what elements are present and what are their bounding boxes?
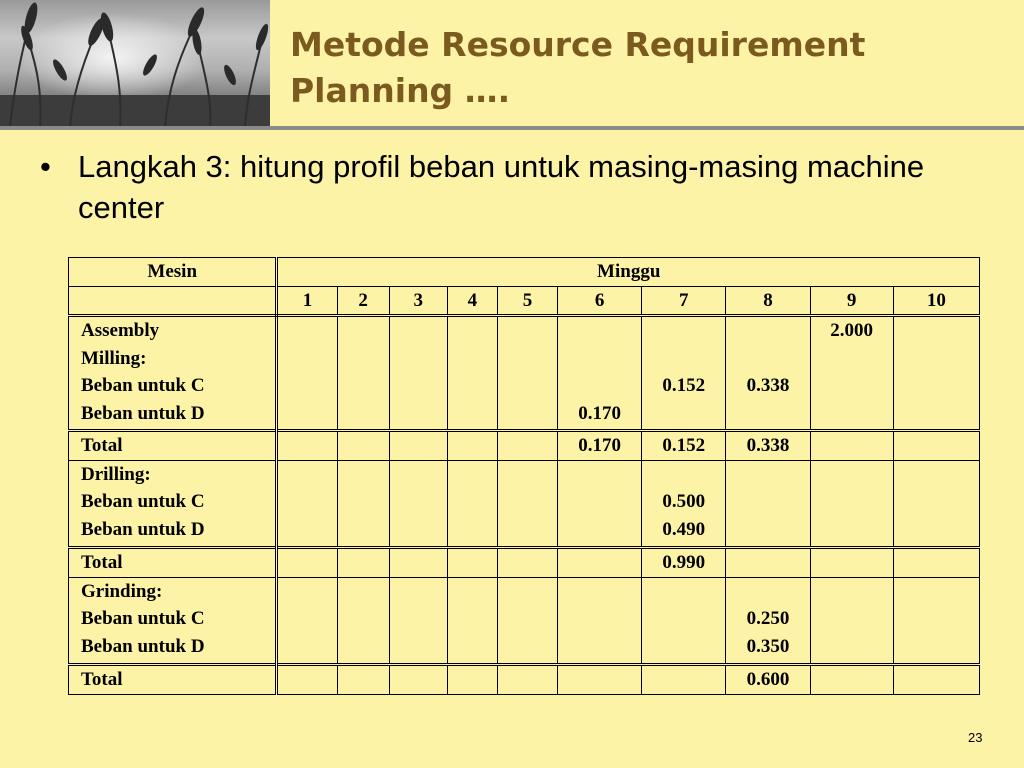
load-cell-week-5: [497, 577, 557, 664]
total-label: Total: [69, 664, 277, 694]
total-cell-week-8: 0.338: [726, 430, 810, 460]
load-cell-week-7: [642, 460, 726, 547]
load-cell-week-3: [389, 460, 447, 547]
load-cell-week-4: [447, 316, 497, 431]
total-cell-week-3: [389, 547, 447, 577]
page-number: 23: [968, 730, 983, 745]
bullet-dot-icon: •: [40, 149, 51, 184]
total-cell-week-7: 0.152: [642, 430, 726, 460]
total-cell-week-3: [389, 430, 447, 460]
row-label: Beban untuk C: [81, 608, 205, 630]
load-value: [811, 400, 893, 428]
load-value: [726, 345, 809, 373]
load-value: [811, 372, 893, 400]
load-value: 0.350: [746, 635, 790, 657]
week-header-5: 5: [497, 287, 557, 316]
load-value: [726, 578, 809, 606]
load-value: [642, 317, 725, 345]
load-cell-week-6: [558, 316, 642, 431]
total-label: Total: [69, 547, 277, 577]
load-cell-week-8: [726, 460, 810, 547]
row-label: Beban untuk D: [81, 635, 205, 657]
load-cell-week-3: [389, 316, 447, 431]
week-header-7: 7: [642, 287, 726, 316]
week-header-8: 8: [726, 287, 810, 316]
total-cell-week-6: 0.170: [558, 430, 642, 460]
load-value: 0.490: [662, 518, 706, 540]
load-cell-week-9: [810, 577, 893, 664]
total-cell-week-8: 0.600: [726, 664, 810, 694]
load-cell-week-6: [558, 460, 642, 547]
mesin-header: Mesin: [69, 258, 277, 287]
week-header-10: 10: [893, 287, 979, 316]
load-cell-week-2: [337, 316, 389, 431]
total-row: [69, 664, 980, 694]
load-cell-week-9: [810, 316, 893, 431]
load-value: 0.338: [746, 375, 790, 397]
load-value: [642, 461, 725, 489]
row-label: Assembly: [81, 320, 160, 342]
row-label: Grinding:: [81, 580, 163, 602]
total-cell-week-5: [497, 547, 557, 577]
total-cell-week-1: [277, 664, 337, 694]
wheat-field-photo: [0, 0, 270, 127]
load-value: [726, 400, 809, 428]
load-cell-week-10: [893, 460, 979, 547]
row-label: Drilling:: [81, 463, 151, 485]
total-cell-week-6: [558, 547, 642, 577]
load-cell-week-1: [277, 316, 337, 431]
load-value: [726, 317, 809, 345]
load-cell-week-8: [726, 316, 810, 431]
total-cell-week-5: [497, 664, 557, 694]
load-cell-week-6: [558, 577, 642, 664]
section-label: [69, 577, 277, 664]
load-value: 0.170: [578, 402, 621, 424]
load-value: 0.152: [662, 375, 706, 397]
minggu-header: Minggu: [277, 258, 980, 287]
mesin-header-blank: [69, 287, 277, 316]
load-cell-week-1: [277, 460, 337, 547]
total-cell-week-10: [893, 547, 979, 577]
load-cell-week-5: [497, 316, 557, 431]
week-header-4: 4: [447, 287, 497, 316]
total-cell-week-10: [893, 664, 979, 694]
total-cell-week-4: [447, 430, 497, 460]
slide-title: Metode Resource Requirement Planning ….: [290, 25, 866, 110]
total-cell-week-8: [726, 547, 810, 577]
row-label: Beban untuk C: [81, 375, 205, 397]
load-value: [558, 345, 641, 373]
week-header-1: 1: [277, 287, 337, 316]
row-label: Beban untuk D: [81, 402, 205, 424]
row-label: Beban untuk C: [81, 491, 205, 513]
load-cell-week-2: [337, 577, 389, 664]
load-cell-week-10: [893, 577, 979, 664]
load-cell-week-5: [497, 460, 557, 547]
load-profile-table: [68, 257, 980, 695]
total-cell-week-7: [642, 664, 726, 694]
total-row: [69, 547, 980, 577]
load-value: 2.000: [830, 320, 874, 342]
load-cell-week-9: [810, 460, 893, 547]
load-cell-week-3: [389, 577, 447, 664]
load-value: 0.500: [662, 491, 706, 513]
total-cell-week-2: [337, 664, 389, 694]
load-cell-week-8: [726, 577, 810, 664]
total-cell-week-10: [893, 430, 979, 460]
total-row: [69, 430, 980, 460]
load-value: 0.250: [746, 608, 790, 630]
load-cell-week-1: [277, 577, 337, 664]
section-row: [69, 577, 980, 664]
total-cell-week-4: [447, 547, 497, 577]
load-cell-week-4: [447, 460, 497, 547]
total-cell-week-9: [810, 430, 893, 460]
load-value: [642, 345, 725, 373]
total-cell-week-1: [277, 430, 337, 460]
row-label: Beban untuk D: [81, 518, 205, 540]
load-value: [558, 317, 641, 345]
section-row: [69, 316, 980, 431]
section-label: [69, 316, 277, 431]
bullet-text: Langkah 3: hitung profil beban untuk masing-masing machine center: [78, 149, 925, 225]
total-cell-week-5: [497, 430, 557, 460]
load-cell-week-2: [337, 460, 389, 547]
total-cell-week-6: [558, 664, 642, 694]
total-cell-week-4: [447, 664, 497, 694]
load-cell-week-7: [642, 316, 726, 431]
week-header-3: 3: [389, 287, 447, 316]
load-value: [811, 345, 893, 373]
load-cell-week-7: [642, 577, 726, 664]
load-cell-week-4: [447, 577, 497, 664]
total-cell-week-7: 0.990: [642, 547, 726, 577]
load-value: [558, 372, 641, 400]
total-cell-week-1: [277, 547, 337, 577]
bullet-point: [40, 146, 980, 228]
section-label: [69, 460, 277, 547]
total-cell-week-9: [810, 547, 893, 577]
total-cell-week-3: [389, 664, 447, 694]
total-cell-week-2: [337, 430, 389, 460]
row-label: Milling:: [81, 347, 147, 369]
week-header-9: 9: [810, 287, 893, 316]
load-cell-week-10: [893, 316, 979, 431]
header-divider: [0, 126, 1024, 130]
section-row: [69, 460, 980, 547]
total-cell-week-2: [337, 547, 389, 577]
load-value: [642, 400, 725, 428]
total-label: Total: [69, 430, 277, 460]
week-header-6: 6: [558, 287, 642, 316]
total-cell-week-9: [810, 664, 893, 694]
week-header-2: 2: [337, 287, 389, 316]
